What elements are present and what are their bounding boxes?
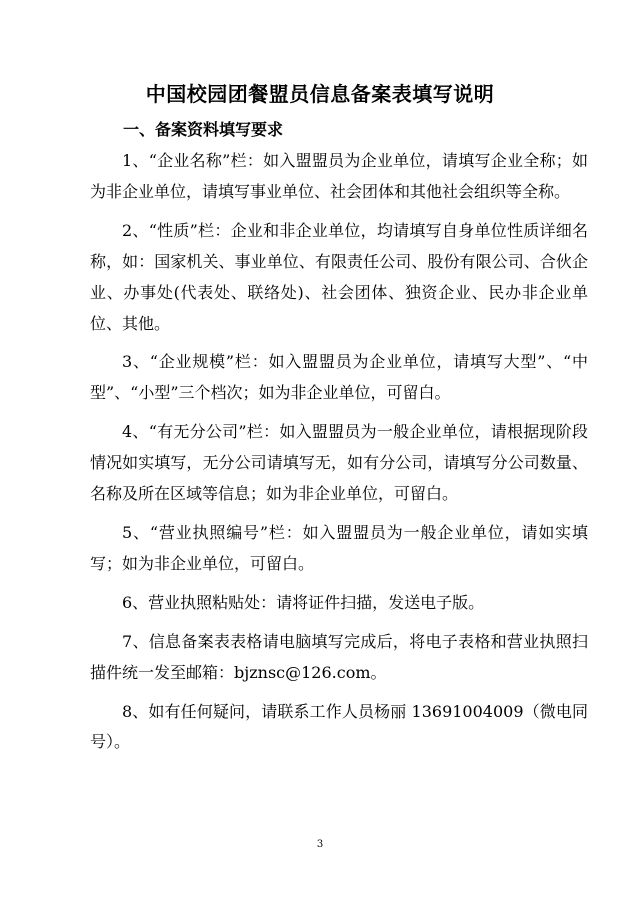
paragraph-company-name: 1、“企业名称”栏：如入盟盟员为企业单位，请填写企业全称；如为非企业单位，请填写事业单位、社会团体和其他社会组织等全称。 — [90, 151, 588, 201]
paragraph-company-scale: 3、“企业规模”栏：如入盟盟员为企业单位，请填写大型”、“中型”、“小型”三个档次；如为非企业单位，可留白。 — [90, 352, 588, 403]
paragraph-branch-office: 4、“有无分公司”栏：如入盟盟员为一般企业单位，请根据现阶段情况如实填写，无分公司请填写无，如有分公司，请填写分公司数量、名称及所在区域等信息；如为非企业单位，可留白。 — [90, 422, 588, 504]
body-text — [90, 146, 588, 766]
paragraph-nature: 2、“性质”栏：企业和非企业单位，均请填写自身单位性质详细名称，如：国家机关、事业单位、有限责任公司、股份有限公司、合伙企业、办事处(代表处、联络处)、社会团体、独资企业、民办非企业单位、其他。 — [90, 220, 588, 333]
page-number: 3 — [316, 839, 324, 850]
paragraph-submission-email: 7、信息备案表表格请电脑填写完成后，将电子表格和营业执照扫描件统一发至邮箱：bjznsc@126.com。 — [90, 631, 588, 682]
paragraph-business-license-attachment: 6、营业执照粘贴处：请将证件扫描，发送电子版。 — [122, 592, 485, 612]
paragraph-business-license-number: 5、“营业执照编号”栏：如入盟盟员为一般企业单位，请如实填写；如为非企业单位，可留白。 — [90, 522, 588, 573]
section-heading: 一、备案资料填写要求 — [123, 120, 284, 139]
paragraph-contact: 8、如有任何疑问，请联系工作人员杨丽 13691004009（微电同号）。 — [90, 701, 588, 752]
document-title: 中国校园团餐盟员信息备案表填写说明 — [145, 82, 495, 106]
